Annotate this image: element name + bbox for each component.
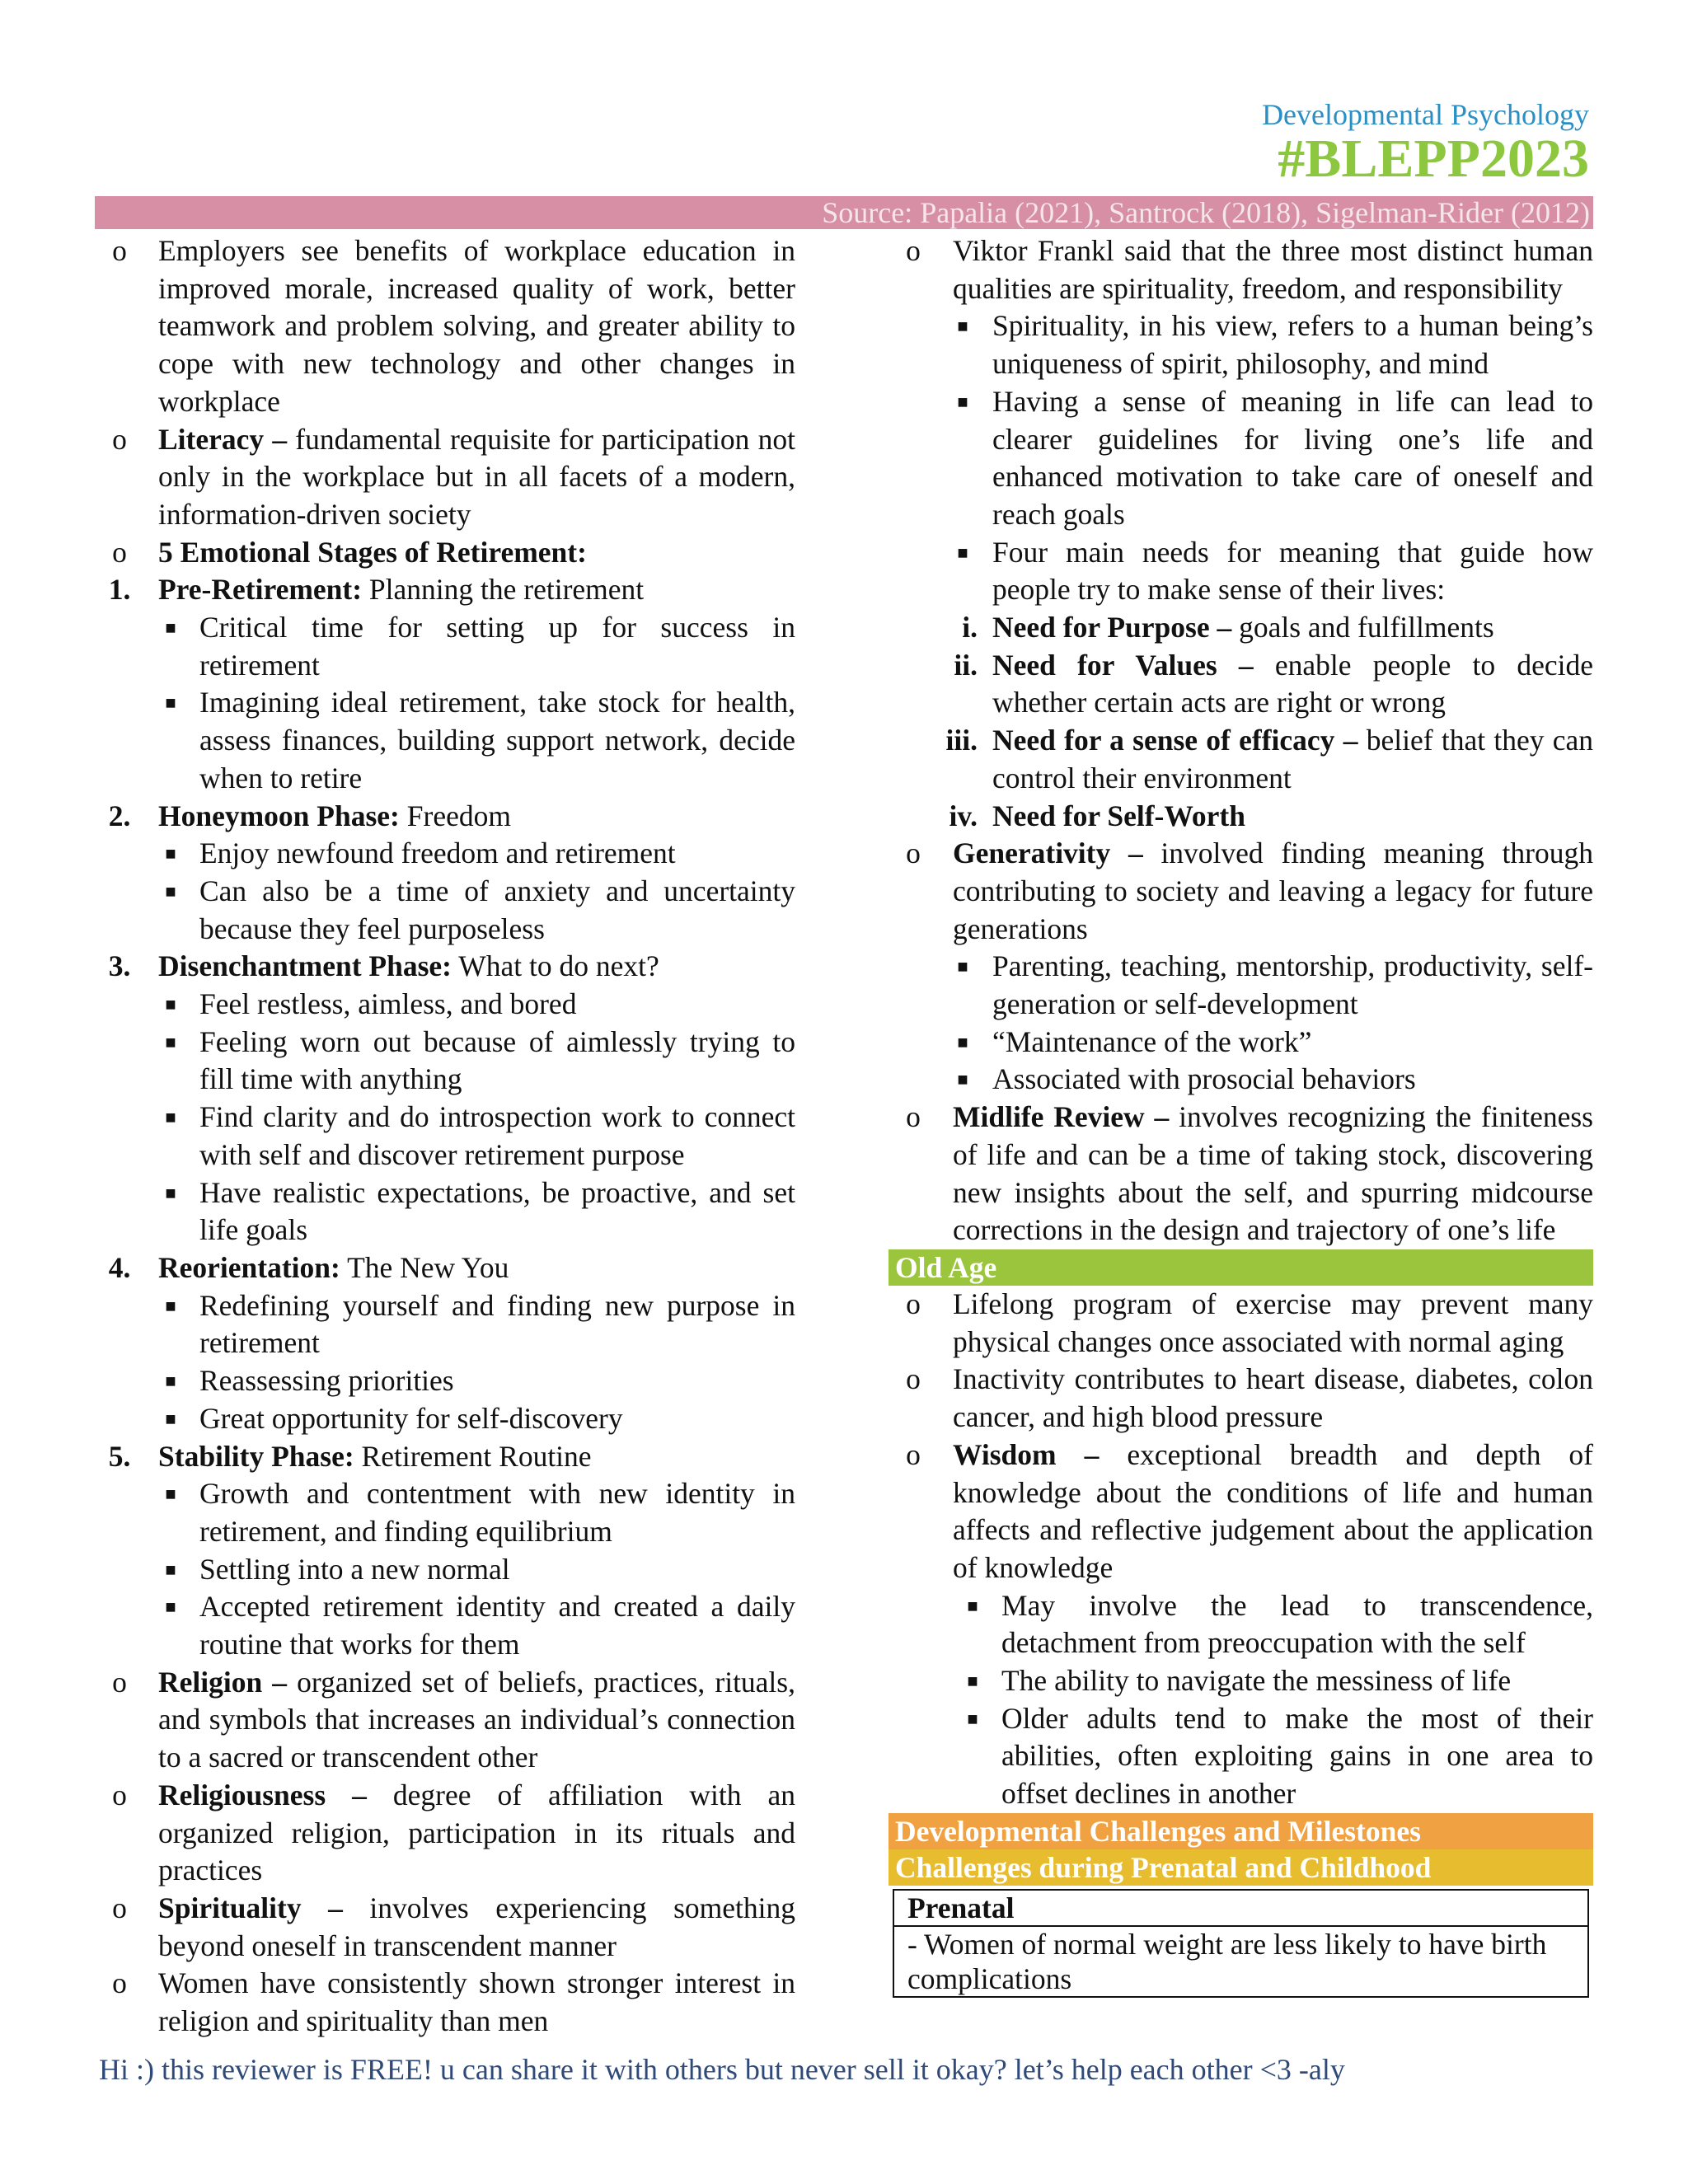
square-bullet-icon: ■ [967, 1595, 978, 1616]
need-item: ii. Need for Values – enable people to decide whether certain acts are right or wrong [954, 648, 1593, 719]
stage-point: ■ Imagining ideal retirement, take stock for health, assess finances, building support network, decide when to retire [95, 684, 795, 797]
square-bullet-icon: ■ [165, 1295, 176, 1316]
list-item: o Women have consistently shown stronger interest in religion and spirituality than men [95, 1965, 795, 2040]
list-item: o Religiousness – degree of affiliation with an organized religion, participation in its rituals and practices [95, 1777, 795, 1890]
list-item: o Midlife Review – involves recognizing the finiteness of life and can be a time of taking stock, discovering new insights about the self, and spurring midcourse corrections in the design and trajectory of one’s life [889, 1099, 1593, 1249]
square-bullet-icon: ■ [165, 843, 176, 865]
stage-point: ■ Accepted retirement identity and created a daily routine that works for them [95, 1588, 795, 1663]
circle-bullet-icon: o [906, 234, 921, 267]
square-bullet-icon: ■ [165, 1031, 176, 1052]
list-item: o Viktor Frankl said that the three most distinct human qualities are spirituality, freedom, and responsibility [889, 232, 1593, 307]
need-item: iii. Need for a sense of efficacy – belief that they can control their environment [945, 724, 1593, 794]
square-bullet-icon: ■ [957, 316, 968, 337]
list-item: o Inactivity contributes to heart disease, diabetes, colon cancer, and high blood pressure [889, 1361, 1593, 1436]
square-bullet-icon: ■ [165, 692, 176, 714]
sub-point: ■ May involve the lead to transcendence, detachment from preoccupation with the self [889, 1587, 1593, 1662]
need-item: i. Need for Purpose – goals and fulfillments [962, 611, 1494, 644]
circle-bullet-icon: o [112, 1966, 127, 2000]
stage-point: ■ Reassessing priorities [95, 1362, 795, 1400]
circle-bullet-icon: o [906, 1437, 921, 1471]
right-column [889, 232, 1593, 1998]
stage-point: ■ Feeling worn out because of aimlessly trying to fill time with anything [95, 1024, 795, 1099]
square-bullet-icon: ■ [967, 1708, 978, 1729]
circle-bullet-icon: o [906, 1362, 921, 1396]
circle-bullet-icon: o [112, 1778, 127, 1811]
prenatal-table [893, 1889, 1589, 1998]
square-bullet-icon: ■ [165, 1371, 176, 1392]
table-row [893, 1926, 1588, 1997]
list-item: o Employers see benefits of workplace education in improved morale, increased quality of work, better teamwork and problem solving, and greater ability to cope with new technology and other changes in workplace [95, 232, 795, 421]
list-item: o Spirituality – involves experiencing something beyond oneself in transcendent manner [95, 1890, 795, 1965]
stage-item: 2. Honeymoon Phase: Freedom [108, 799, 511, 832]
need-item: iv. Need for Self-Worth [949, 799, 1245, 832]
stage-item: 1. Pre-Retirement: Planning the retirement [108, 573, 645, 607]
stage-point: ■ Critical time for setting up for success in retirement [95, 609, 795, 684]
challenges-heading: Developmental Challenges and Milestones [889, 1813, 1593, 1849]
source-bar: Source: Papalia (2021), Santrock (2018), Sigelman-Rider (2012) [95, 196, 1593, 229]
sub-point: ■ The ability to navigate the messiness of life [889, 1662, 1593, 1700]
stage-item: 4. Reorientation: The New You [108, 1250, 509, 1284]
circle-bullet-icon: o [112, 1665, 127, 1699]
square-bullet-icon: ■ [165, 1483, 176, 1505]
circle-bullet-icon: o [906, 1100, 921, 1134]
stage-point: ■ Have realistic expectations, be proactive, and set life goals [95, 1174, 795, 1249]
square-bullet-icon: ■ [165, 880, 176, 902]
square-bullet-icon: ■ [165, 1107, 176, 1128]
square-bullet-icon: ■ [957, 1031, 968, 1052]
sub-point: ■ Having a sense of meaning in life can lead to clearer guidelines for living one’s life and enhanced motivation to take care of oneself and reach goals [889, 383, 1593, 534]
circle-bullet-icon: o [906, 1286, 921, 1320]
stage-point: ■ Settling into a new normal [95, 1551, 795, 1589]
stage-point: ■ Growth and contentment with new identity in retirement, and finding equilibrium [95, 1475, 795, 1550]
sub-point: ■ Parenting, teaching, mentorship, productivity, self-generation or self-development [889, 948, 1593, 1023]
circle-bullet-icon: o [112, 234, 127, 267]
document-subject: Developmental Psychology [1262, 98, 1589, 131]
list-item: o 5 Emotional Stages of Retirement: [95, 534, 795, 572]
list-item: o Literacy – fundamental requisite for participation not only in the workplace but in all facets of a modern, information-driven society [95, 421, 795, 534]
square-bullet-icon: ■ [957, 1069, 968, 1090]
circle-bullet-icon: o [112, 1891, 127, 1924]
circle-bullet-icon: o [906, 837, 921, 870]
stage-point: ■ Feel restless, aimless, and bored [95, 986, 795, 1024]
square-bullet-icon: ■ [957, 391, 968, 412]
prenatal-childhood-heading: Challenges during Prenatal and Childhood [889, 1849, 1593, 1886]
stage-point: ■ Enjoy newfound freedom and retirement [95, 835, 795, 873]
circle-bullet-icon: o [112, 422, 127, 456]
list-item: o Religion – organized set of beliefs, practices, rituals, and symbols that increases an individual’s connection to a sacred or transcendent other [95, 1664, 795, 1777]
table-header-row [893, 1890, 1588, 1926]
footer-note: Hi :) this reviewer is FREE! u can share it with others but never sell it okay? let’s help each other <3 -aly [99, 2053, 1345, 2086]
document-hashtag: #BLEPP2023 [1278, 129, 1589, 189]
old-age-heading: Old Age [889, 1249, 1593, 1286]
sub-point: ■ “Maintenance of the work” [889, 1024, 1593, 1062]
stage-point: ■ Great opportunity for self-discovery [95, 1400, 795, 1438]
list-item: o Generativity – involved finding meaning through contributing to society and leaving a legacy for future generations [889, 835, 1593, 948]
table-cell: - Women of normal weight are less likely to have birth complications [907, 1927, 1547, 1995]
sub-point: ■ Spirituality, in his view, refers to a human being’s uniqueness of spirit, philosophy, and mind [889, 307, 1593, 382]
stage-point: ■ Redefining yourself and finding new purpose in retirement [95, 1287, 795, 1362]
left-column [95, 232, 795, 2041]
list-item: o Wisdom – exceptional breadth and depth of knowledge about the conditions of life and human affects and reflective judgement about the application of knowledge [889, 1436, 1593, 1587]
square-bullet-icon: ■ [165, 1408, 176, 1429]
square-bullet-icon: ■ [165, 1558, 176, 1580]
stage-point: ■ Can also be a time of anxiety and uncertainty because they feel purposeless [95, 873, 795, 948]
sub-point: ■ Four main needs for meaning that guide how people try to make sense of their lives: [889, 534, 1593, 609]
square-bullet-icon: ■ [165, 1182, 176, 1203]
square-bullet-icon: ■ [957, 541, 968, 563]
square-bullet-icon: ■ [165, 617, 176, 639]
stage-point: ■ Find clarity and do introspection work to connect with self and discover retirement purpose [95, 1099, 795, 1174]
sub-point: ■ Older adults tend to make the most of their abilities, often exploiting gains in one area to offset declines in another [889, 1700, 1593, 1813]
square-bullet-icon: ■ [165, 994, 176, 1015]
sub-point: ■ Associated with prosocial behaviors [889, 1061, 1593, 1099]
circle-bullet-icon: o [112, 535, 127, 569]
stage-item: 5. Stability Phase: Retirement Routine [108, 1439, 592, 1473]
stage-item: 3. Disenchantment Phase: What to do next? [108, 949, 659, 983]
square-bullet-icon: ■ [957, 956, 968, 977]
table-header-cell: Prenatal [893, 1890, 1588, 1926]
square-bullet-icon: ■ [165, 1596, 176, 1618]
square-bullet-icon: ■ [967, 1671, 978, 1692]
list-item: o Lifelong program of exercise may prevent many physical changes once associated with normal aging [889, 1286, 1593, 1361]
